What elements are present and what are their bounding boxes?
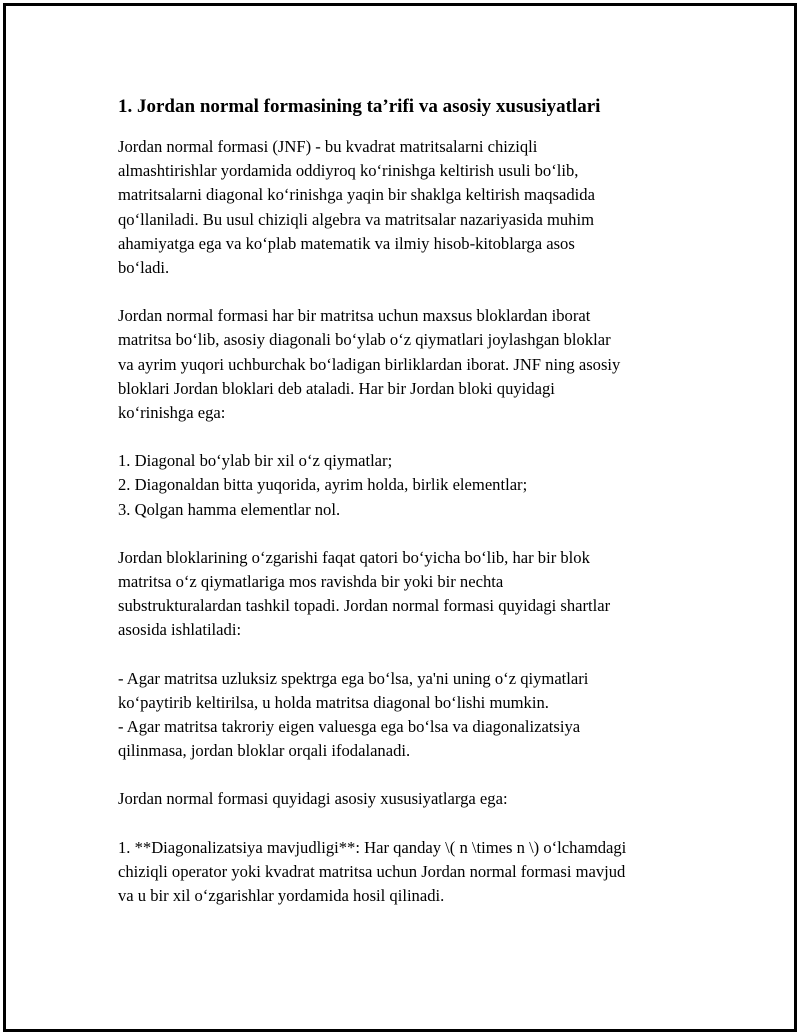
list-item: 2. Diagonaldan bitta yuqorida, ayrim holda, birlik elementlar; bbox=[118, 475, 528, 495]
text-line: qo‘llaniladi. Bu usul chiziqli algebra va matritsalar nazariyasida muhim bbox=[118, 209, 595, 229]
text-line: matritsa bo‘lib, asosiy diagonali bo‘ylab o‘z qiymatlari joylashgan bloklar bbox=[118, 330, 611, 350]
text-line: bloklari Jordan bloklari deb ataladi. Har bir Jordan bloki quyidagi bbox=[118, 378, 555, 398]
text-line: almashtirishlar yordamida oddiyroq ko‘rinishga keltirish usuli bo‘lib, bbox=[118, 161, 579, 181]
text-line: va u bir xil o‘zgarishlar yordamida hosil qilinadi. bbox=[118, 886, 445, 906]
text-line: ahamiyatga ega va ko‘plab matematik va ilmiy hisob-kitoblarga asos bbox=[118, 233, 575, 253]
text-line: Jordan normal formasi har bir matritsa uchun maxsus bloklardan iborat bbox=[118, 306, 591, 326]
paragraph-definition bbox=[118, 135, 698, 280]
paragraph-properties-intro bbox=[118, 787, 698, 811]
list-item: - Agar matritsa uzluksiz spektrga ega bo‘lsa, ya'ni uning o‘z qiymatlari bbox=[118, 668, 589, 688]
list-item: - Agar matritsa takroriy eigen valuesga ega bo‘lsa va diagonalizatsiya bbox=[118, 717, 581, 737]
bullet-list bbox=[118, 667, 698, 764]
text-line: asosida ishlatiladi: bbox=[118, 620, 242, 640]
document-body bbox=[118, 94, 698, 932]
text-line: Jordan normal formasi quyidagi asosiy xususiyatlarga ega: bbox=[118, 789, 508, 809]
numbered-list bbox=[118, 449, 698, 522]
text-line: Jordan bloklarining o‘zgarishi faqat qatori bo‘yicha bo‘lib, har bir blok bbox=[118, 547, 590, 567]
list-item: 3. Qolgan hamma elementlar nol. bbox=[118, 499, 341, 519]
text-line: 1. **Diagonalizatsiya mavjudligi**: Har qanday \( n \times n \) o‘lchamdagi bbox=[118, 837, 627, 857]
paragraph-property-1 bbox=[118, 836, 698, 909]
text-line: chiziqli operator yoki kvadrat matritsa uchun Jordan normal formasi mavjud bbox=[118, 861, 626, 881]
text-line: matritsalarni diagonal ko‘rinishga yaqin bir shaklga keltirish maqsadida bbox=[118, 185, 595, 205]
paragraph-blocks bbox=[118, 304, 698, 425]
text-line: matritsa o‘z qiymatlariga mos ravishda bir yoki bir nechta bbox=[118, 572, 504, 592]
text-line: Jordan normal formasi (JNF) - bu kvadrat matritsalarni chiziqli bbox=[118, 137, 538, 156]
section-heading: 1. Jordan normal formasining ta’rifi va asosiy xususiyatlari bbox=[118, 96, 601, 117]
list-item: ko‘paytirib keltirilsa, u holda matritsa diagonal bo‘lishi mumkin. bbox=[118, 692, 549, 712]
list-item: qilinmasa, jordan bloklar orqali ifodalanadi. bbox=[118, 741, 411, 761]
list-item: 1. Diagonal bo‘ylab bir xil o‘z qiymatlar; bbox=[118, 451, 393, 471]
text-line: ko‘rinishga ega: bbox=[118, 403, 226, 423]
text-line: va ayrim yuqori uchburchak bo‘ladigan birliklardan iborat. JNF ning asosiy bbox=[118, 354, 621, 374]
text-line: substrukturalardan tashkil topadi. Jordan normal formasi quyidagi shartlar bbox=[118, 596, 611, 616]
text-line: bo‘ladi. bbox=[118, 258, 170, 278]
paragraph-conditions bbox=[118, 546, 698, 643]
